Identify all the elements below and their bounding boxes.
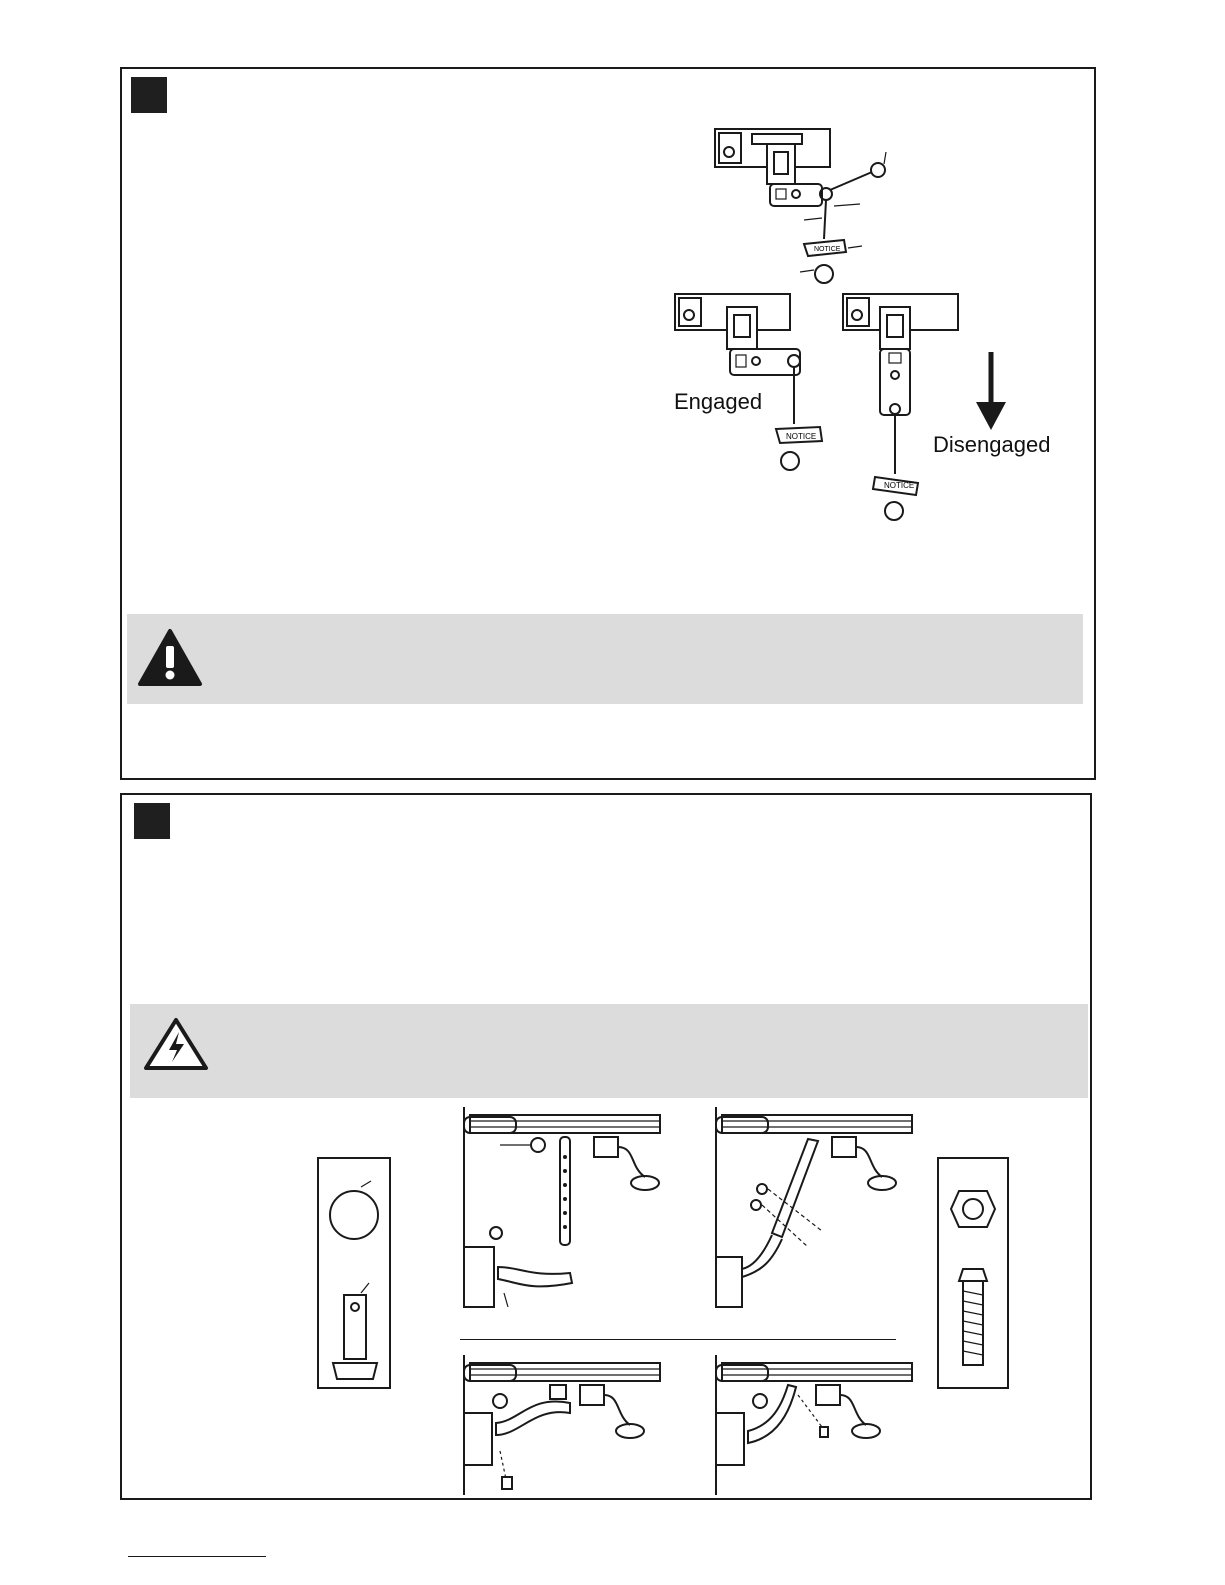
step-number-badge <box>131 77 167 113</box>
clevis-pin-and-ring-hardware <box>317 1157 391 1389</box>
electrical-hazard-icon <box>142 1016 210 1072</box>
engaged-position-diagram <box>672 289 852 479</box>
door-arm-panel <box>120 793 1092 1500</box>
step-number-badge <box>134 803 170 839</box>
disengaged-position-diagram <box>840 289 980 529</box>
warning-band <box>127 614 1083 704</box>
disengaged-label: Disengaged <box>933 432 1051 457</box>
svg-text:NOTICE: NOTICE <box>884 481 915 490</box>
divider-line <box>460 1339 896 1340</box>
footer-rule <box>128 1556 266 1557</box>
release-cord-panel <box>120 67 1096 780</box>
door-arm-assembly-diagram-4 <box>712 1355 912 1495</box>
down-arrow-icon <box>974 352 1008 432</box>
svg-text:NOTICE: NOTICE <box>786 432 817 441</box>
door-arm-assembly-diagram-3 <box>460 1355 660 1495</box>
door-arm-assembly-diagram-2 <box>712 1107 912 1307</box>
svg-text:NOTICE: NOTICE <box>814 246 841 253</box>
door-arm-assembly-diagram-1 <box>460 1107 660 1307</box>
engaged-label: Engaged <box>674 389 763 414</box>
warning-band <box>130 1004 1088 1098</box>
bolt-and-nut-hardware <box>937 1157 1009 1389</box>
emergency-release-assembly-diagram <box>712 124 912 294</box>
warning-triangle-icon <box>137 628 203 688</box>
